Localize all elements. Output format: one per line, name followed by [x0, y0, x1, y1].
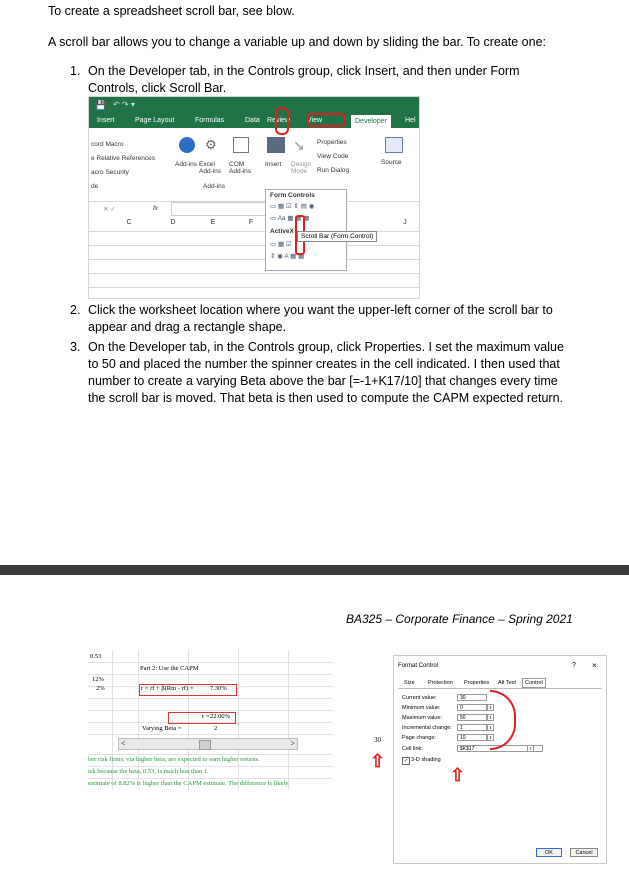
grid-row: [89, 273, 419, 274]
risk-free-cell: 2%: [96, 685, 105, 692]
ribbon-titlebar: [89, 97, 419, 115]
activex-label: ActiveX: [270, 228, 294, 235]
cancel-button[interactable]: Cancel: [570, 848, 598, 857]
cell-link-input[interactable]: $K$17: [457, 745, 543, 752]
addins-label: Add-ins: [175, 161, 198, 168]
form-control-icons-row-1: ▭ ▦ ☑ ⇕ ▤ ◉: [270, 203, 315, 210]
red-arrow-developer: [307, 113, 345, 127]
step-3: [70, 339, 570, 407]
market-return-cell: 12%: [92, 676, 104, 683]
com-addins-label: COM Add-ins: [229, 161, 252, 175]
red-bracket-annotation: [490, 690, 516, 750]
capm-spreadsheet: [88, 650, 333, 790]
code-group: de: [91, 183, 99, 190]
shading-checkbox[interactable]: ✓: [403, 758, 409, 764]
col-j: J: [403, 219, 407, 226]
step-1: [70, 63, 570, 97]
intro-text: To create a spreadsheet scroll bar, see blow.: [48, 4, 295, 18]
design-mode-icon: ↘: [293, 137, 305, 153]
part-2-title: Part 2: Use the CAPM: [140, 665, 199, 672]
grid-col: [288, 650, 289, 790]
col-c: C: [126, 219, 132, 226]
step-3-text: On the Developer tab, in the Controls group, click Properties. I set the maximum value to 50 and placed the number the spinner creates in the cell indicated. I then used that number to create a varying Beta above the bar [=-1+K17/10] that changes every time the scroll bar is moved. That beta is then used to compute the CAPM expected return.: [88, 340, 564, 405]
scroll-right-icon[interactable]: >: [290, 739, 295, 748]
col-e: E: [210, 219, 216, 226]
save-icon: 💾: [95, 100, 107, 110]
tab-view: View: [307, 117, 323, 124]
activex-icons-row-1: ▭ ▦ ☑: [270, 241, 292, 248]
form-control-icons-row-2: ▭ Aa ▦ ▦ ▦: [270, 215, 310, 222]
beta-value-cell: 0.53: [90, 653, 102, 660]
comment-line-2: isk because the beta, 0.53, is much less than 1.: [88, 768, 209, 775]
step-2-number: 2.: [70, 303, 81, 317]
grid-row: [88, 734, 333, 735]
tab-developer: Developer: [351, 115, 391, 128]
step-2-text: Click the worksheet location where you want the upper-left corner of the scroll bar to appear and drag a rectangle shape.: [88, 303, 553, 334]
tab-data: Data: [245, 117, 260, 124]
description-text: A scroll bar allows you to change a variable up and down by sliding the bar. To create one:: [48, 35, 546, 49]
record-macro: cord Macro: [91, 141, 124, 148]
tab-review: Review: [267, 117, 290, 124]
page-break-band: [0, 565, 629, 575]
addins-group-label: Add-ins: [203, 183, 226, 190]
varying-beta-label: Varying Beta =: [142, 725, 182, 732]
macro-security: acro Security: [91, 169, 129, 176]
course-header: BA325 – Corporate Finance – Spring 2021: [346, 612, 573, 626]
comment-line-3: estimate of 8.82% is higher than the CAPM estimate. The difference is likely: [88, 780, 289, 787]
page-change-label: Page change:: [402, 735, 436, 741]
help-icon[interactable]: ?: [572, 662, 576, 669]
ribbon-tabs: [89, 115, 419, 128]
step-2: [70, 302, 570, 336]
incremental-change-input[interactable]: 1: [457, 724, 487, 731]
tab-formulas: Formulas: [195, 117, 225, 124]
incremental-spinner-icon[interactable]: ⇕: [488, 725, 493, 730]
formula-input: [171, 202, 267, 216]
minimum-spinner-icon[interactable]: ⇕: [488, 705, 493, 710]
undo-icon: ↶ ↷ ▾: [113, 100, 135, 109]
scroll-left-icon[interactable]: <: [121, 739, 126, 748]
page-spinner-icon[interactable]: ⇕: [488, 735, 493, 740]
insert-controls-icon: [267, 137, 285, 153]
insert-label: Insert: [265, 161, 282, 168]
view-code-label: View Code: [317, 153, 349, 160]
up-arrow-icon: ⇧: [370, 751, 386, 771]
ok-button[interactable]: OK: [536, 848, 562, 857]
form-controls-label: Form Controls: [270, 192, 315, 199]
capm-formula: r = rf + β(Rm - rf) =: [141, 685, 194, 692]
fx-label: fx: [153, 205, 159, 212]
cell-link-picker-icon[interactable]: ⇧: [528, 746, 533, 751]
incremental-change-label: Incremental change:: [402, 725, 452, 731]
com-addins-icon: [233, 137, 249, 153]
comment-line-1: her risk firms, via higher beta, are expected to earn higher returns.: [88, 756, 260, 763]
current-value-input[interactable]: 30: [457, 694, 487, 701]
page-change-input[interactable]: 10: [457, 734, 487, 741]
grid-row: [88, 778, 333, 779]
form-controls-popup: [265, 189, 347, 271]
linked-cell-value: 30: [374, 736, 381, 744]
cancel-check-icons: ✕ ✓: [103, 206, 116, 213]
maximum-value-input[interactable]: 50: [457, 714, 487, 721]
run-dialog-label: Run Dialog: [317, 167, 350, 174]
tab-insert: Insert: [97, 117, 115, 124]
r-value: 22.00%: [210, 713, 231, 720]
grid-row: [88, 698, 333, 699]
varying-beta-value: 2: [214, 725, 218, 732]
dialog-title: Format Control: [398, 663, 439, 669]
relative-references: e Relative References: [91, 155, 155, 162]
capm-formula-value: 7.30%: [210, 685, 227, 692]
properties-label: Properties: [317, 139, 347, 146]
excel-addins-label: Excel Add-ins: [199, 161, 222, 175]
col-d: D: [170, 219, 176, 226]
format-control-dialog: [393, 655, 607, 864]
maximum-spinner-icon[interactable]: ⇕: [488, 715, 493, 720]
red-highlight-insert: [275, 107, 289, 135]
close-icon[interactable]: ×: [592, 661, 597, 670]
tab-size[interactable]: Size: [404, 680, 415, 686]
up-arrow-icon: ⇧: [450, 765, 466, 785]
scroll-thumb[interactable]: [199, 740, 211, 750]
excel-ribbon-screenshot: [88, 96, 420, 299]
tab-properties[interactable]: Properties: [464, 680, 490, 686]
tab-help: Hel: [405, 117, 416, 124]
shading-label: 3-D shading: [411, 757, 441, 763]
grid-row: [88, 710, 333, 711]
step-1-text: On the Developer tab, in the Controls group, click Insert, and then under Form Controls, click Scroll Bar.: [88, 64, 520, 95]
col-f: F: [248, 219, 254, 226]
source-icon: [385, 137, 403, 153]
step-3-number: 3.: [70, 340, 81, 354]
tab-divider: [398, 688, 602, 689]
minimum-value-input[interactable]: 0: [457, 704, 487, 711]
addins-icon: [179, 137, 195, 153]
tab-alt-text[interactable]: Alt Text: [498, 680, 516, 686]
grid-row: [88, 766, 333, 767]
grid-row: [89, 259, 419, 260]
grid-row: [88, 674, 333, 675]
activex-icons-row-2: ⇕ ◉ A ▦ ▦: [270, 253, 305, 260]
grid-row: [88, 754, 333, 755]
tab-protection[interactable]: Protection: [428, 680, 453, 686]
tab-control[interactable]: Control: [522, 678, 546, 688]
scroll-bar-tooltip: Scroll Bar (Form Control): [297, 231, 377, 242]
minimum-value-label: Minimum value:: [402, 705, 441, 711]
tab-page-layout: Page Layout: [135, 117, 175, 124]
step-1-number: 1.: [70, 64, 81, 78]
r-label: r =: [202, 713, 210, 720]
excel-addins-icon: ⚙: [205, 137, 217, 152]
grid-col: [238, 650, 239, 790]
design-mode-label: Design Mode: [291, 161, 312, 175]
grid-row: [89, 287, 419, 288]
cell-link-label: Cell link:: [402, 746, 423, 752]
grid-row: [88, 662, 333, 663]
grid-row: [89, 245, 419, 246]
scroll-bar-control[interactable]: [118, 738, 298, 750]
source-label: Source: [381, 159, 402, 166]
maximum-value-label: Maximum value:: [402, 715, 443, 721]
current-value-label: Current value:: [402, 695, 437, 701]
